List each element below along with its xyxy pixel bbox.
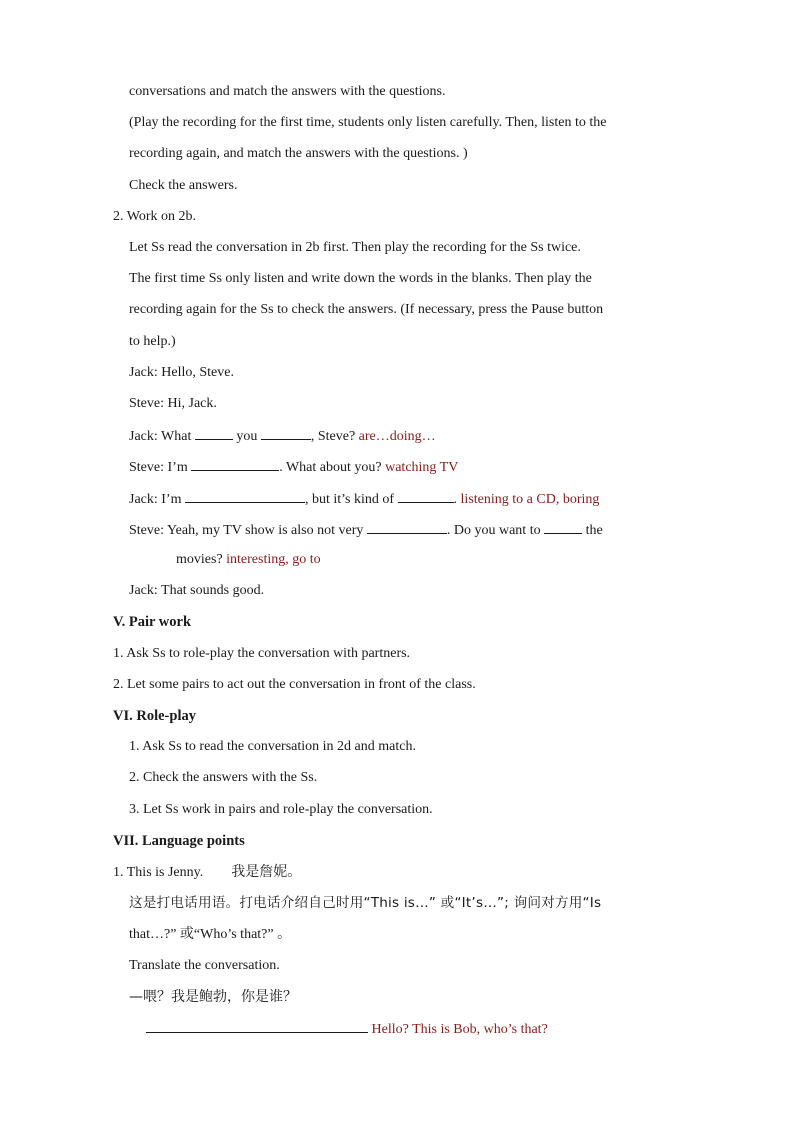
section-heading: VI. Role-play — [113, 708, 196, 724]
point-text: 1. This is Jenny. — [113, 865, 204, 880]
fill-blank — [261, 425, 311, 440]
text-line: recording again, and match the answers with the questions. ) — [129, 146, 468, 161]
answer-text: listening to a CD, boring — [460, 492, 600, 507]
fill-blank — [398, 488, 454, 503]
dialog-line — [176, 550, 321, 570]
text-line: Check the answers. — [129, 178, 238, 193]
dialog-line — [129, 425, 436, 447]
answer-text: Hello? This is Bob, who’s that? — [371, 1022, 548, 1037]
dialog-text: Jack: I’m — [129, 492, 185, 507]
text-line: Translate the conversation. — [129, 958, 280, 973]
dialog-text: Steve: I’m — [129, 460, 192, 475]
dialog-line — [129, 519, 603, 541]
chinese-text: 我是詹妮。 — [231, 864, 302, 880]
dialog-line — [129, 456, 458, 478]
numbered-item — [113, 862, 301, 883]
answer-text: are…doing… — [358, 429, 436, 444]
dialog-text: . What about you? — [279, 460, 382, 475]
section-heading: V. Pair work — [113, 614, 192, 630]
dialog-line: Steve: Hi, Jack. — [129, 396, 217, 411]
dialog-line: Jack: Hello, Steve. — [129, 365, 234, 380]
text-line: —喂？我是鲍勃，你是谁？ — [129, 989, 297, 1005]
numbered-item: 3. Let Ss work in pairs and role-play the conversation. — [129, 802, 433, 817]
section-heading: VII. Language points — [113, 833, 245, 849]
dialog-text: the — [582, 523, 603, 538]
answer-text: watching TV — [385, 460, 459, 475]
text-line: 这是打电话用语。打电话介绍自己时用“This is…” 或“It’s…”; 询问对方用“Is — [129, 895, 602, 911]
dialog-text: Steve: Yeah, my TV show is also not very — [129, 523, 367, 538]
text-line: Let Ss read the conversation in 2b first. Then play the recording for the Ss twice. — [129, 240, 581, 255]
numbered-item: 1. Ask Ss to read the conversation in 2d and match. — [129, 739, 416, 754]
answer-text: interesting, go to — [226, 552, 321, 567]
fill-blank — [146, 1018, 368, 1033]
fill-blank — [191, 456, 279, 471]
answer-line — [146, 1018, 548, 1040]
numbered-item: 1. Ask Ss to role-play the conversation with partners. — [113, 646, 411, 661]
fill-blank — [544, 519, 582, 534]
dialog-text: . Do you want to — [446, 523, 545, 538]
text-line: that…?” 或“Who’s that?” 。 — [129, 927, 292, 942]
numbered-item: 2. Let some pairs to act out the conversation in front of the class. — [113, 677, 476, 692]
text-line: The first time Ss only listen and write down the words in the blanks. Then play the — [129, 271, 592, 286]
text-line: (Play the recording for the first time, students only listen carefully. Then, listen to the — [129, 115, 607, 130]
dialog-text: Jack: What — [129, 429, 195, 444]
numbered-item: 2. Check the answers with the Ss. — [129, 770, 318, 785]
fill-blank — [185, 488, 305, 503]
fill-blank — [367, 519, 447, 534]
text-line: conversations and match the answers with the questions. — [129, 84, 446, 99]
text-line: recording again for the Ss to check the answers. (If necessary, press the Pause button — [129, 302, 604, 317]
dialog-line: Jack: That sounds good. — [129, 583, 265, 598]
dialog-text: you — [232, 429, 261, 444]
dialog-text: , but it’s kind of — [304, 492, 398, 507]
dialog-text: , Steve? — [310, 429, 356, 444]
dialog-line: Jack: I’m , but it’s kind of . listening to a CD, boring — [129, 488, 599, 510]
numbered-item: 2. Work on 2b. — [113, 209, 197, 224]
dialog-text: movies? — [176, 552, 227, 567]
fill-blank — [195, 425, 233, 440]
text-line: to help.) — [129, 334, 176, 349]
